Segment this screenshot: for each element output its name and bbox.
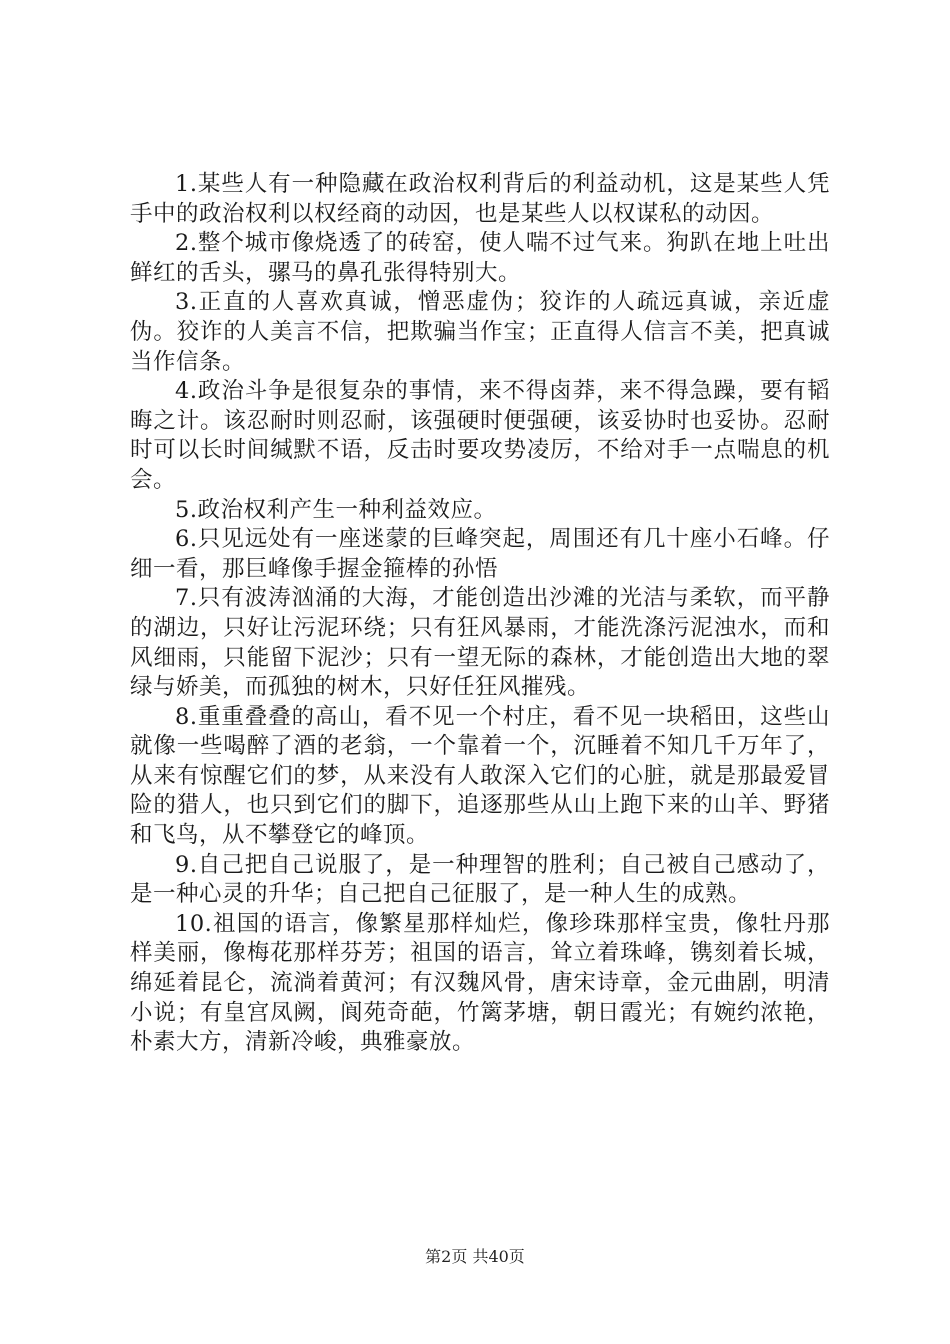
paragraph-3: 3.正直的人喜欢真诚，憎恶虚伪；狡诈的人疏远真诚，亲近虚伪。狡诈的人美言不信，把欺骗当作宝；正直得人信言不美，把真诚当作信条。 (130, 289, 830, 375)
paragraph-5: 5.政治权利产生一种利益效应。 (175, 496, 497, 523)
paragraph-2: 2.整个城市像烧透了的砖窑，使人喘不过气来。狗趴在地上吐出鲜红的舌头，骡马的鼻孔张得特别大。 (130, 230, 830, 286)
paragraph-9: 9.自己把自己说服了，是一种理智的胜利；自己被自己感动了，是一种心灵的升华；自己把自己征服了，是一种人生的成熟。 (130, 851, 830, 908)
paragraph-6: 6.只见远处有一座迷蒙的巨峰突起，周围还有几十座小石峰。仔细一看，那巨峰像手握金箍棒的孙悟 (130, 526, 830, 582)
page-number-footer: 第2页 共40页 (425, 1247, 525, 1266)
paragraph-1: 1.某些人有一种隐藏在政治权利背后的利益动机，这是某些人凭手中的政治权利以权经商的动因，也是某些人以权谋私的动因。 (130, 171, 830, 227)
document-body (130, 170, 830, 1058)
paragraph-7: 7.只有波涛汹涌的大海，才能创造出沙滩的光洁与柔软，而平静的湖边，只好让污泥环绕；只有狂风暴雨，才能洗涤污泥浊水，而和风细雨，只能留下泥沙；只有一望无际的森林，才能创造出大地的翠绿与娇美，而孤独的树木，只好任狂风摧残。 (130, 585, 830, 701)
paragraph-8: 8.重重叠叠的高山，看不见一个村庄，看不见一块稻田，这些山就像一些喝醉了酒的老翁，一个靠着一个，沉睡着不知几千万年了，从来有惊醒它们的梦，从来没有人敢深入它们的心脏，就是那最爱冒险的猎人，也只到它们的脚下，追逐那些从山上跑下来的山羊、野猪和飞鸟，从不攀登它的峰顶。 (130, 703, 830, 849)
paragraph-4: 4.政治斗争是很复杂的事情，来不得卤莽，来不得急躁，要有韬晦之计。该忍耐时则忍耐，该强硬时便强硬，该妥协时也妥协。忍耐时可以长时间缄默不语，反击时要攻势凌厉，不给对手一点喘息的机会。 (130, 378, 830, 493)
paragraph-10: 10.祖国的语言，像繁星那样灿烂，像珍珠那样宝贵，像牡丹那样美丽，像梅花那样芬芳；祖国的语言，耸立着珠峰，镌刻着长城，绵延着昆仑，流淌着黄河；有汉魏风骨，唐宋诗章，金元曲剧，明清小说；有皇宫凤阙，阆苑奇葩，竹篱茅塘，朝日霞光；有婉约浓艳，朴素大方，清新冷峻，典雅豪放。 (130, 910, 830, 1056)
